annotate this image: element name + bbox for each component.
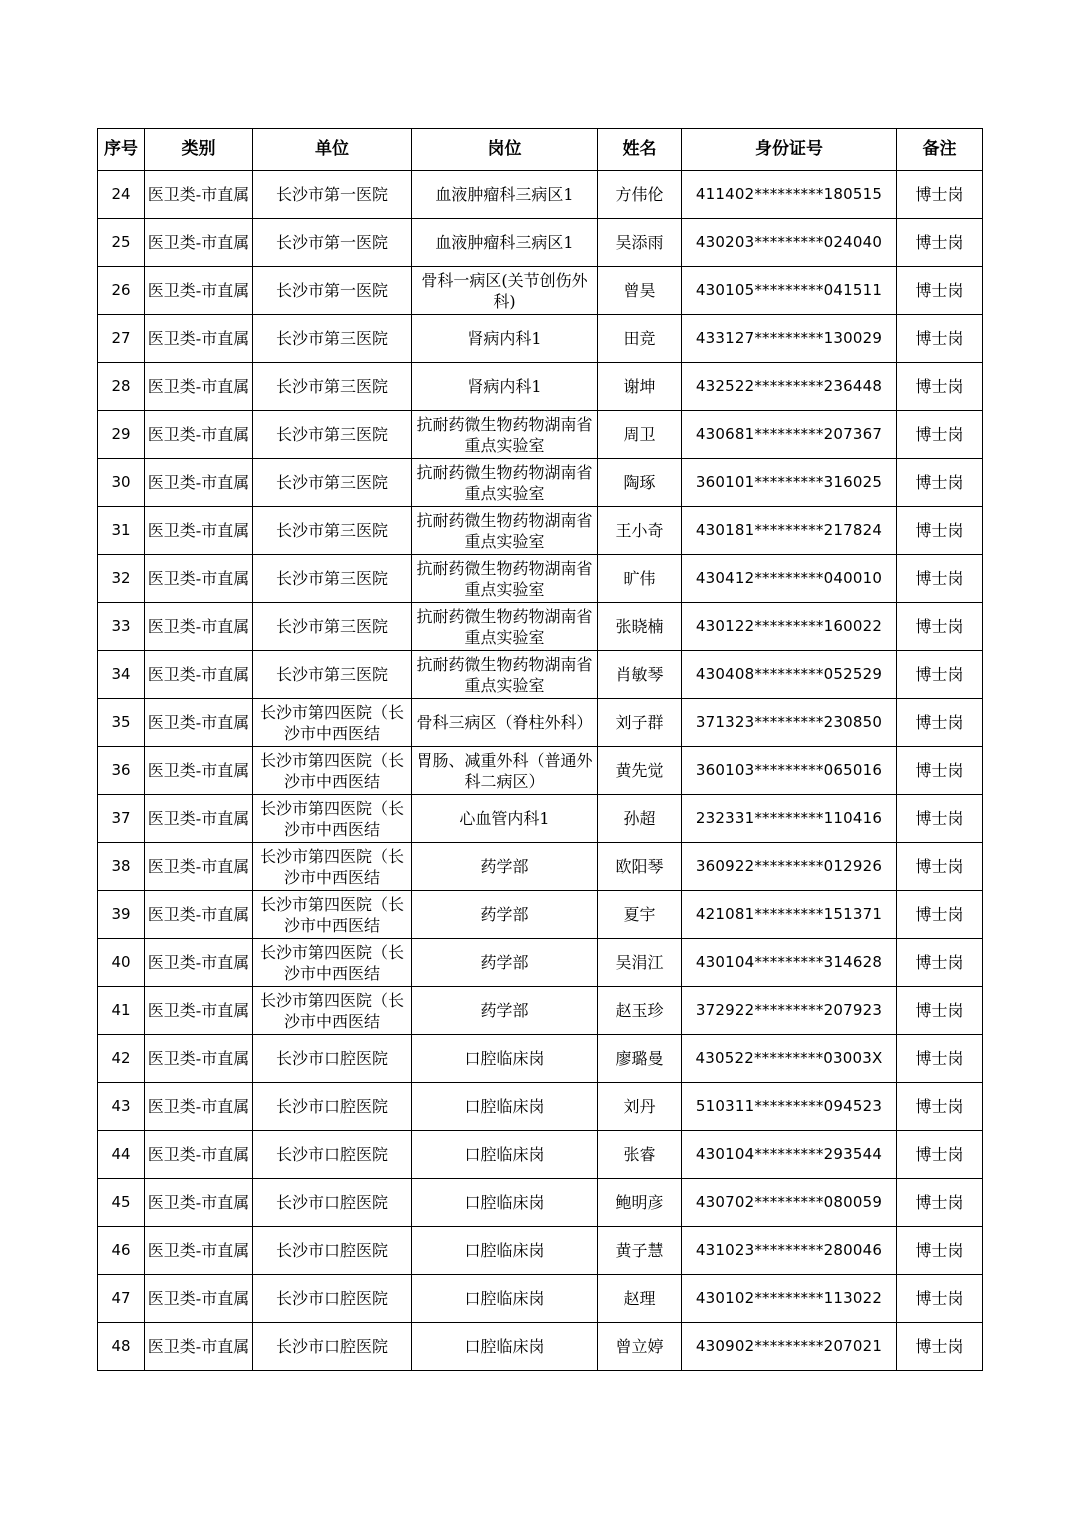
cell-unit-text: 长沙市口腔医院	[275, 1337, 388, 1356]
cell-name: 吴涓江	[598, 939, 682, 987]
cell-remark: 博士岗	[897, 987, 983, 1035]
cell-id-number: 371323*********230850	[682, 699, 897, 747]
cell-unit	[253, 459, 412, 507]
cell-id-number: 430681*********207367	[682, 411, 897, 459]
cell-position: 口腔临床岗	[412, 1131, 598, 1179]
cell-index: 32	[98, 555, 145, 603]
header-position: 岗位	[412, 129, 598, 171]
cell-category: 医卫类-市直属	[145, 1083, 253, 1131]
cell-remark: 博士岗	[897, 363, 983, 411]
cell-category: 医卫类-市直属	[145, 411, 253, 459]
cell-unit-text: 长沙市第四医院（长沙市中西医结	[259, 798, 404, 839]
cell-name: 谢坤	[598, 363, 682, 411]
cell-category: 医卫类-市直属	[145, 555, 253, 603]
table-row	[98, 459, 983, 507]
cell-unit	[253, 987, 412, 1035]
cell-unit-text: 长沙市第三医院	[275, 473, 388, 492]
cell-id-number: 430412*********040010	[682, 555, 897, 603]
cell-name: 方伟伦	[598, 171, 682, 219]
cell-unit-text: 长沙市第三医院	[275, 329, 388, 348]
cell-position: 药学部	[412, 891, 598, 939]
cell-position: 骨科一病区(关节创伤外科)	[412, 267, 598, 315]
cell-position: 血液肿瘤科三病区1	[412, 171, 598, 219]
table-row	[98, 939, 983, 987]
cell-unit	[253, 747, 412, 795]
cell-unit	[253, 891, 412, 939]
cell-index: 47	[98, 1275, 145, 1323]
table-body	[98, 171, 983, 1371]
cell-category: 医卫类-市直属	[145, 1323, 253, 1371]
cell-unit	[253, 219, 412, 267]
cell-category: 医卫类-市直属	[145, 219, 253, 267]
cell-position: 口腔临床岗	[412, 1323, 598, 1371]
cell-index: 43	[98, 1083, 145, 1131]
cell-position: 血液肿瘤科三病区1	[412, 219, 598, 267]
cell-unit-text: 长沙市口腔医院	[275, 1049, 388, 1068]
cell-unit-text: 长沙市第四医院（长沙市中西医结	[259, 846, 404, 887]
cell-name: 廖璐曼	[598, 1035, 682, 1083]
cell-unit	[253, 315, 412, 363]
cell-index: 29	[98, 411, 145, 459]
cell-unit-text: 长沙市第一医院	[275, 185, 388, 204]
cell-unit-text: 长沙市第四医院（长沙市中西医结	[259, 990, 404, 1031]
cell-unit-text: 长沙市第四医院（长沙市中西医结	[259, 750, 404, 791]
cell-position: 抗耐药微生物药物湖南省重点实验室	[412, 603, 598, 651]
cell-index: 30	[98, 459, 145, 507]
cell-unit	[253, 939, 412, 987]
cell-remark: 博士岗	[897, 507, 983, 555]
table-header	[98, 129, 983, 171]
cell-position: 抗耐药微生物药物湖南省重点实验室	[412, 507, 598, 555]
cell-position: 骨科三病区（脊柱外科）	[412, 699, 598, 747]
cell-unit	[253, 795, 412, 843]
cell-id-number: 430702*********080059	[682, 1179, 897, 1227]
cell-index: 31	[98, 507, 145, 555]
table-row	[98, 1083, 983, 1131]
cell-remark: 博士岗	[897, 267, 983, 315]
cell-unit	[253, 603, 412, 651]
cell-category: 医卫类-市直属	[145, 939, 253, 987]
table-row	[98, 651, 983, 699]
cell-unit-text: 长沙市第三医院	[275, 569, 388, 588]
table-row	[98, 555, 983, 603]
cell-position: 肾病内科1	[412, 315, 598, 363]
cell-id-number: 510311*********094523	[682, 1083, 897, 1131]
cell-position: 口腔临床岗	[412, 1275, 598, 1323]
cell-category: 医卫类-市直属	[145, 507, 253, 555]
table-row	[98, 699, 983, 747]
cell-category: 医卫类-市直属	[145, 1227, 253, 1275]
cell-name: 曾立婷	[598, 1323, 682, 1371]
cell-index: 40	[98, 939, 145, 987]
cell-remark: 博士岗	[897, 939, 983, 987]
table-row	[98, 795, 983, 843]
cell-index: 36	[98, 747, 145, 795]
cell-position: 胃肠、减重外科（普通外科二病区）	[412, 747, 598, 795]
cell-remark: 博士岗	[897, 1275, 983, 1323]
table-row	[98, 1275, 983, 1323]
table-row	[98, 1227, 983, 1275]
cell-position: 药学部	[412, 987, 598, 1035]
cell-category: 医卫类-市直属	[145, 171, 253, 219]
cell-unit	[253, 267, 412, 315]
table-row	[98, 891, 983, 939]
cell-index: 41	[98, 987, 145, 1035]
cell-remark: 博士岗	[897, 219, 983, 267]
cell-unit-text: 长沙市第四医院（长沙市中西医结	[259, 942, 404, 983]
cell-unit-text: 长沙市第四医院（长沙市中西医结	[259, 702, 404, 743]
cell-name: 王小奇	[598, 507, 682, 555]
cell-unit	[253, 411, 412, 459]
cell-position: 口腔临床岗	[412, 1179, 598, 1227]
cell-remark: 博士岗	[897, 747, 983, 795]
cell-remark: 博士岗	[897, 891, 983, 939]
cell-name: 欧阳琴	[598, 843, 682, 891]
cell-category: 医卫类-市直属	[145, 1275, 253, 1323]
cell-category: 医卫类-市直属	[145, 795, 253, 843]
cell-remark: 博士岗	[897, 1323, 983, 1371]
cell-unit	[253, 1227, 412, 1275]
cell-name: 黄子慧	[598, 1227, 682, 1275]
cell-unit	[253, 1275, 412, 1323]
cell-position: 口腔临床岗	[412, 1035, 598, 1083]
cell-id-number: 430102*********113022	[682, 1275, 897, 1323]
cell-category: 医卫类-市直属	[145, 843, 253, 891]
cell-id-number: 430122*********160022	[682, 603, 897, 651]
cell-category: 医卫类-市直属	[145, 267, 253, 315]
cell-id-number: 372922*********207923	[682, 987, 897, 1035]
cell-position: 心血管内科1	[412, 795, 598, 843]
roster-table	[97, 128, 983, 1371]
table-row	[98, 363, 983, 411]
cell-position: 抗耐药微生物药物湖南省重点实验室	[412, 555, 598, 603]
cell-unit-text: 长沙市口腔医院	[275, 1241, 388, 1260]
cell-id-number: 360922*********012926	[682, 843, 897, 891]
cell-name: 刘丹	[598, 1083, 682, 1131]
cell-remark: 博士岗	[897, 1179, 983, 1227]
cell-name: 夏宇	[598, 891, 682, 939]
cell-name: 陶琢	[598, 459, 682, 507]
cell-index: 28	[98, 363, 145, 411]
cell-unit-text: 长沙市第三医院	[275, 665, 388, 684]
cell-unit	[253, 651, 412, 699]
table-row	[98, 1179, 983, 1227]
cell-name: 吴添雨	[598, 219, 682, 267]
cell-index: 42	[98, 1035, 145, 1083]
table-row	[98, 1323, 983, 1371]
cell-position: 口腔临床岗	[412, 1083, 598, 1131]
cell-name: 张晓楠	[598, 603, 682, 651]
cell-index: 39	[98, 891, 145, 939]
cell-index: 46	[98, 1227, 145, 1275]
cell-remark: 博士岗	[897, 315, 983, 363]
cell-position: 抗耐药微生物药物湖南省重点实验室	[412, 651, 598, 699]
cell-unit	[253, 1083, 412, 1131]
cell-name: 孙超	[598, 795, 682, 843]
cell-id-number: 433127*********130029	[682, 315, 897, 363]
cell-name: 赵理	[598, 1275, 682, 1323]
cell-index: 45	[98, 1179, 145, 1227]
cell-unit-text: 长沙市口腔医院	[275, 1193, 388, 1212]
cell-index: 35	[98, 699, 145, 747]
cell-name: 旷伟	[598, 555, 682, 603]
cell-name: 田竞	[598, 315, 682, 363]
cell-position: 抗耐药微生物药物湖南省重点实验室	[412, 411, 598, 459]
table-row	[98, 219, 983, 267]
table-row	[98, 987, 983, 1035]
cell-remark: 博士岗	[897, 603, 983, 651]
cell-remark: 博士岗	[897, 1035, 983, 1083]
cell-category: 医卫类-市直属	[145, 699, 253, 747]
cell-name: 曾昊	[598, 267, 682, 315]
cell-id-number: 431023*********280046	[682, 1227, 897, 1275]
cell-index: 33	[98, 603, 145, 651]
header-row	[98, 129, 983, 171]
cell-id-number: 430902*********207021	[682, 1323, 897, 1371]
cell-position: 口腔临床岗	[412, 1227, 598, 1275]
table-row	[98, 507, 983, 555]
cell-category: 医卫类-市直属	[145, 603, 253, 651]
cell-remark: 博士岗	[897, 411, 983, 459]
cell-index: 38	[98, 843, 145, 891]
cell-index: 26	[98, 267, 145, 315]
cell-unit	[253, 363, 412, 411]
cell-position: 药学部	[412, 939, 598, 987]
cell-id-number: 430181*********217824	[682, 507, 897, 555]
cell-category: 医卫类-市直属	[145, 315, 253, 363]
cell-name: 张睿	[598, 1131, 682, 1179]
cell-category: 医卫类-市直属	[145, 891, 253, 939]
cell-position: 抗耐药微生物药物湖南省重点实验室	[412, 459, 598, 507]
cell-unit-text: 长沙市口腔医院	[275, 1097, 388, 1116]
table-row	[98, 747, 983, 795]
header-index: 序号	[98, 129, 145, 171]
cell-unit-text: 长沙市第三医院	[275, 425, 388, 444]
header-category: 类别	[145, 129, 253, 171]
cell-index: 24	[98, 171, 145, 219]
cell-unit-text: 长沙市第四医院（长沙市中西医结	[259, 894, 404, 935]
cell-category: 医卫类-市直属	[145, 1179, 253, 1227]
cell-id-number: 232331*********110416	[682, 795, 897, 843]
cell-category: 医卫类-市直属	[145, 363, 253, 411]
cell-unit	[253, 507, 412, 555]
cell-name: 肖敏琴	[598, 651, 682, 699]
cell-remark: 博士岗	[897, 555, 983, 603]
cell-category: 医卫类-市直属	[145, 459, 253, 507]
cell-unit-text: 长沙市口腔医院	[275, 1145, 388, 1164]
cell-remark: 博士岗	[897, 843, 983, 891]
cell-name: 黄先觉	[598, 747, 682, 795]
cell-unit-text: 长沙市第三医院	[275, 521, 388, 540]
cell-unit	[253, 1179, 412, 1227]
cell-category: 医卫类-市直属	[145, 1131, 253, 1179]
table-row	[98, 1035, 983, 1083]
cell-name: 鲍明彦	[598, 1179, 682, 1227]
cell-id-number: 430522*********03003X	[682, 1035, 897, 1083]
cell-id-number: 430203*********024040	[682, 219, 897, 267]
cell-remark: 博士岗	[897, 651, 983, 699]
cell-index: 25	[98, 219, 145, 267]
table-row	[98, 603, 983, 651]
cell-unit	[253, 1035, 412, 1083]
cell-unit	[253, 699, 412, 747]
table-row	[98, 1131, 983, 1179]
cell-position: 肾病内科1	[412, 363, 598, 411]
cell-unit-text: 长沙市第三医院	[275, 617, 388, 636]
cell-unit	[253, 1131, 412, 1179]
cell-unit-text: 长沙市第一医院	[275, 233, 388, 252]
cell-unit-text: 长沙市口腔医院	[275, 1289, 388, 1308]
cell-id-number: 432522*********236448	[682, 363, 897, 411]
cell-id-number: 430105*********041511	[682, 267, 897, 315]
cell-index: 44	[98, 1131, 145, 1179]
cell-category: 医卫类-市直属	[145, 747, 253, 795]
table-row	[98, 843, 983, 891]
cell-id-number: 430408*********052529	[682, 651, 897, 699]
cell-id-number: 360103*********065016	[682, 747, 897, 795]
cell-name: 刘子群	[598, 699, 682, 747]
cell-category: 医卫类-市直属	[145, 987, 253, 1035]
cell-id-number: 421081*********151371	[682, 891, 897, 939]
cell-remark: 博士岗	[897, 1083, 983, 1131]
cell-id-number: 430104*********314628	[682, 939, 897, 987]
cell-position: 药学部	[412, 843, 598, 891]
cell-index: 27	[98, 315, 145, 363]
cell-remark: 博士岗	[897, 699, 983, 747]
cell-unit-text: 长沙市第一医院	[275, 281, 388, 300]
table-row	[98, 267, 983, 315]
header-id-number: 身份证号	[682, 129, 897, 171]
cell-remark: 博士岗	[897, 1131, 983, 1179]
header-unit: 单位	[253, 129, 412, 171]
cell-unit	[253, 1323, 412, 1371]
cell-name: 赵玉珍	[598, 987, 682, 1035]
table-row	[98, 411, 983, 459]
header-remark: 备注	[897, 129, 983, 171]
cell-category: 医卫类-市直属	[145, 1035, 253, 1083]
cell-unit	[253, 171, 412, 219]
cell-index: 37	[98, 795, 145, 843]
cell-name: 周卫	[598, 411, 682, 459]
table-row	[98, 171, 983, 219]
cell-unit	[253, 843, 412, 891]
cell-remark: 博士岗	[897, 1227, 983, 1275]
cell-remark: 博士岗	[897, 795, 983, 843]
cell-remark: 博士岗	[897, 459, 983, 507]
cell-unit	[253, 555, 412, 603]
cell-index: 48	[98, 1323, 145, 1371]
cell-category: 医卫类-市直属	[145, 651, 253, 699]
cell-id-number: 360101*********316025	[682, 459, 897, 507]
cell-unit-text: 长沙市第三医院	[275, 377, 388, 396]
cell-remark: 博士岗	[897, 171, 983, 219]
header-name: 姓名	[598, 129, 682, 171]
cell-id-number: 411402*********180515	[682, 171, 897, 219]
cell-id-number: 430104*********293544	[682, 1131, 897, 1179]
table-row	[98, 315, 983, 363]
cell-index: 34	[98, 651, 145, 699]
